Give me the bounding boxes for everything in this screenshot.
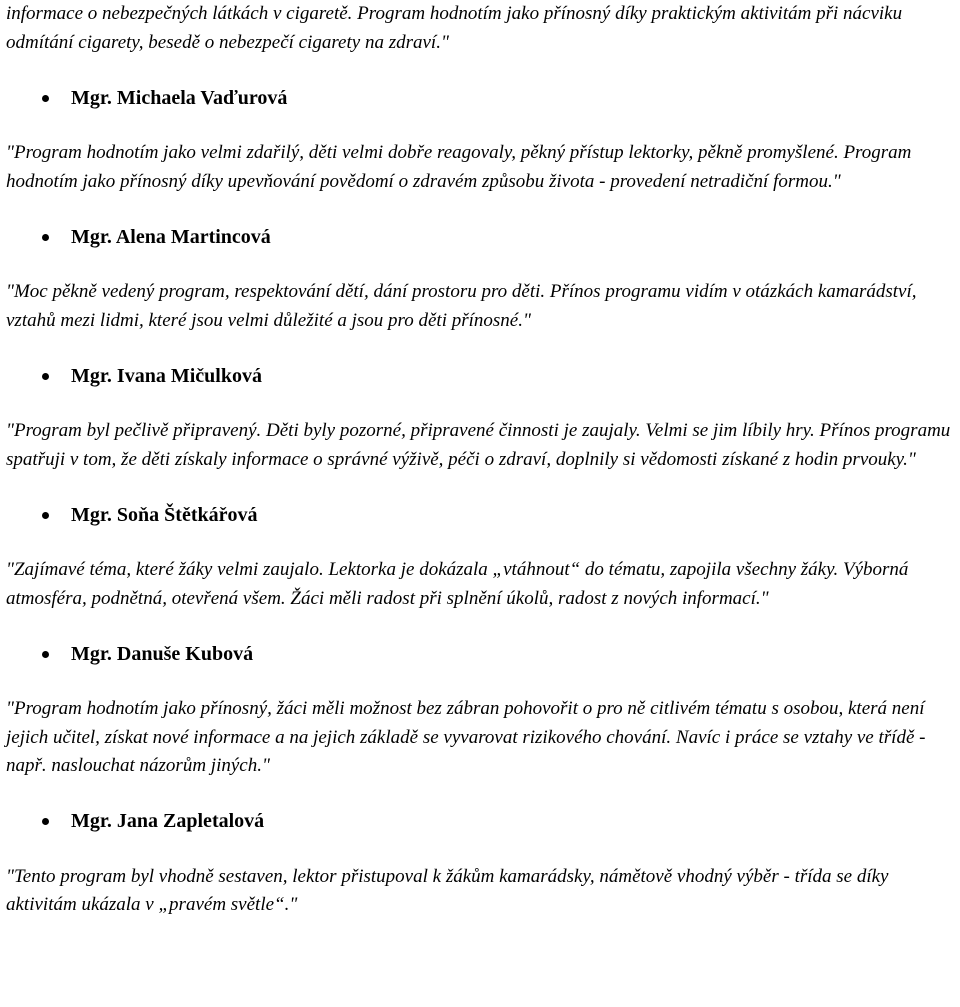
testimonial-quote: "Tento program byl vhodně sestaven, lektor přistupoval k žákům kamarádsky, námětově vhodný výběr - třída se díky aktivitám ukázala v „pravém světle“." — [6, 865, 889, 915]
bullet-icon — [42, 512, 49, 519]
bullet-icon — [42, 95, 49, 102]
testimonial-author: Mgr. Danuše Kubová — [71, 642, 254, 665]
testimonial-author-row — [42, 362, 954, 390]
bullet-icon — [42, 373, 49, 380]
bullet-icon — [42, 234, 49, 241]
testimonial-quote: "Program hodnotím jako velmi zdařilý, děti velmi dobře reagovaly, pěkný přístup lektorky, pěkně promyšlené. Program hodnotím jako přínosný díky upevňování povědomí o zdravém způsobu života - provedení netradiční formou." — [6, 142, 912, 192]
testimonial — [6, 223, 954, 335]
testimonial — [6, 640, 954, 781]
testimonial — [6, 362, 954, 474]
testimonial-author: Mgr. Alena Martincová — [71, 225, 271, 248]
intro-text: informace o nebezpečných látkách v cigaretě. Program hodnotím jako přínosný díky praktickým aktivitám při nácviku odmítání cigarety, besedě o nebezpečí cigarety na zdraví." — [6, 3, 903, 53]
testimonial-quote: "Moc pěkně vedený program, respektování dětí, dání prostoru pro děti. Přínos programu vidím v otázkách kamarádství, vztahů mezi lidmi, které jsou velmi důležité a jsou pro děti přínosné." — [6, 281, 917, 331]
testimonial-quote: "Program hodnotím jako přínosný, žáci měli možnost bez zábran pohovořit o pro ně citlivém tématu s osobou, která není jejich učitel, získat nové informace a na jejich základě se vyvarovat rizikového chování. Navíc i práce se vztahy ve třídě - např. naslouchat názorům jiných." — [6, 698, 926, 776]
testimonial-author-row — [42, 808, 954, 836]
testimonial — [6, 808, 954, 920]
testimonial-quote: "Program byl pečlivě připravený. Děti byly pozorné, připravené činnosti je zaujaly. Velmi se jim líbily hry. Přínos programu spatřuji v tom, že děti získaly informace o správné výživě, péči o zdraví, doplnily si vědomosti získané z hodin prvouky." — [6, 420, 951, 470]
testimonial-author-row — [42, 640, 954, 668]
testimonial — [6, 501, 954, 613]
testimonial — [6, 84, 954, 196]
testimonial-author-row — [42, 223, 954, 251]
testimonial-author: Mgr. Jana Zapletalová — [71, 810, 265, 832]
testimonial-author-row — [42, 84, 954, 112]
testimonial-author: Mgr. Ivana Mičulková — [71, 364, 262, 387]
testimonial-author-row — [42, 501, 954, 529]
testimonial-author: Mgr. Michaela Vaďurová — [71, 86, 288, 109]
testimonial-author: Mgr. Soňa Štětkářová — [71, 503, 258, 526]
bullet-icon — [42, 651, 49, 658]
bullet-icon — [42, 818, 49, 825]
testimonial-quote: "Zajímavé téma, které žáky velmi zaujalo. Lektorka je dokázala „vtáhnout“ do tématu, zapojila všechny žáky. Výborná atmosféra, podnětná, otevřená všem. Žáci měli radost při splnění úkolů, radost z nových informací." — [6, 559, 909, 609]
intro-block — [6, 0, 954, 57]
